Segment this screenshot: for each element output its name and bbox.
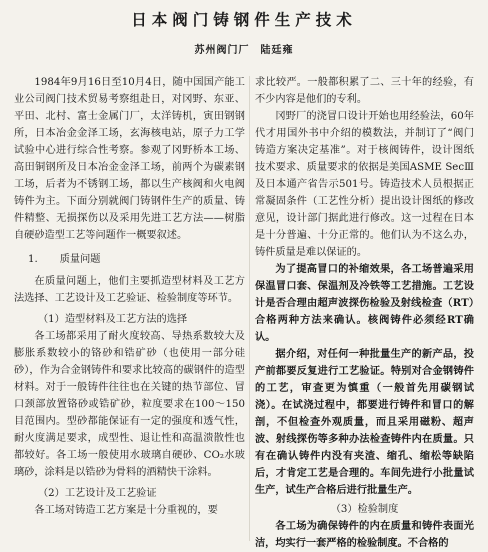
article-author: 苏州阀门厂 陆廷雍: [194, 45, 294, 56]
section-1-title: 质量问题: [59, 254, 101, 265]
article-title: 日本阀门铸钢件生产技术: [131, 11, 357, 29]
subsection-3-heading: （3）检验制度: [330, 504, 399, 515]
subsection-1-body: 各工场都采用了耐火度较高、导热系数较大及膨胀系数较小的铬砂和锆矿砂（也使用一部分硅砂），作为合金钢铸件和要求比较高的碳钢件的造型材料。对于一般铸件往往也在关键的热节部位、冒口颈部放置铬砂或锆矿砂，粒度要求在100～150目范围内。型砂都能保证有一定的强度和透气性，耐火度满足要求，成型性、退让性和高温溃散性也都较好。各工场一般使用水玻璃自硬砂、CO₂水玻璃砂，涂料是以锆砂为骨料的酒精快干涂料。: [14, 331, 245, 478]
section-1-intro-paragraph: 在质量问题上，他们主要抓造型材料及工艺方法选择、工艺设计及工艺验证、检验制度等环节。: [14, 276, 245, 304]
left-column: [14, 74, 245, 519]
intro-paragraph: 1984年9月16日至10月4日，随中国国产能工业公司阀门技术贸易考察组赴日，对冈野、东亚、平田、北村、富士金属门厂，太洋铸机，寅田钢钢所，日本冶金金泽工场，玄海核电站，原子力工学试验中心进行综合性考察。参观了冈野桥本工场、高田铜钢所及日本冶金金泽工场，前两个为碳素钢工场，后者为不锈钢工场，都以生产核阀和火电阀铸件为主。下面分别就阀门铸钢件生产的质量、铸件精整、无损探伤以及采用先进工艺方法——树脂自硬砂造型工艺等问题作一概要叙述。: [14, 77, 245, 241]
section-1-number: 1.: [28, 254, 38, 265]
subsection-2-heading: （2）工艺设计及工艺验证: [38, 488, 157, 499]
riser-design-paragraph: 冈野厂的浇冒口设计开始也用经验法，60年代才用国外书中介绍的模数法，并制订了“阀门铸造方案决定基准”。对于核阀铸件，设计图纸技术要求、质量要求的依据是美国ASME SecⅢ及日本通产省告示501号。铸造技术人员根据正常凝固条件（工艺性分析）提出设计图纸的修改意见，设计部门据此进行修改。这一过程在日本是十分普遍、十分正常的。他们认为不这么办，铸件质量是难以保证的。: [255, 111, 474, 258]
subsection-2-body: 各工场对铸造工艺方案是十分重视的，要: [34, 505, 218, 516]
continued-paragraph: 求比较严。一般都积累了二、三十年的经验，有不少内容是他们的专利。: [255, 77, 474, 105]
process-verification-paragraph: 据介绍，对任何一种批量生产的新产品，投产前都要反复进行工艺验证。特别对合金钢铸件的工艺，审查更为慎重（一般首先用碳钢试浇）。在试浇过程中，都要进行铸件和冒口的解剖，不但检查外观质量，而且采用磁粉、超声波、射线探伤等多种办法检查铸件内在质量。只有在确认铸件内没有夹渣、缩孔、缩松等缺陷后，才肯定工艺是合理的。车间先进行小批量试生产，试生产合格后进行批量生产。: [255, 348, 474, 496]
feeding-measures-paragraph: 为了提高冒口的补缩效果，各工场普遍采用保温冒口套、保温剂及冷铁等工艺措施。工艺设计是否合理由超声波探伤检验及射线检查（RT）合格两种方法来确认。核阀铸件必须经RT确认。: [255, 263, 474, 343]
right-column: [255, 74, 474, 552]
column-divider: [249, 76, 250, 541]
section-1-heading: [14, 251, 245, 268]
subsection-3-body: 各工场为确保铸件的内在质量和铸件表面光洁，均实行一套严格的检验制度。不合格的: [255, 520, 474, 549]
subsection-1-heading: （1）造型材料及工艺方法的选择: [38, 314, 188, 325]
